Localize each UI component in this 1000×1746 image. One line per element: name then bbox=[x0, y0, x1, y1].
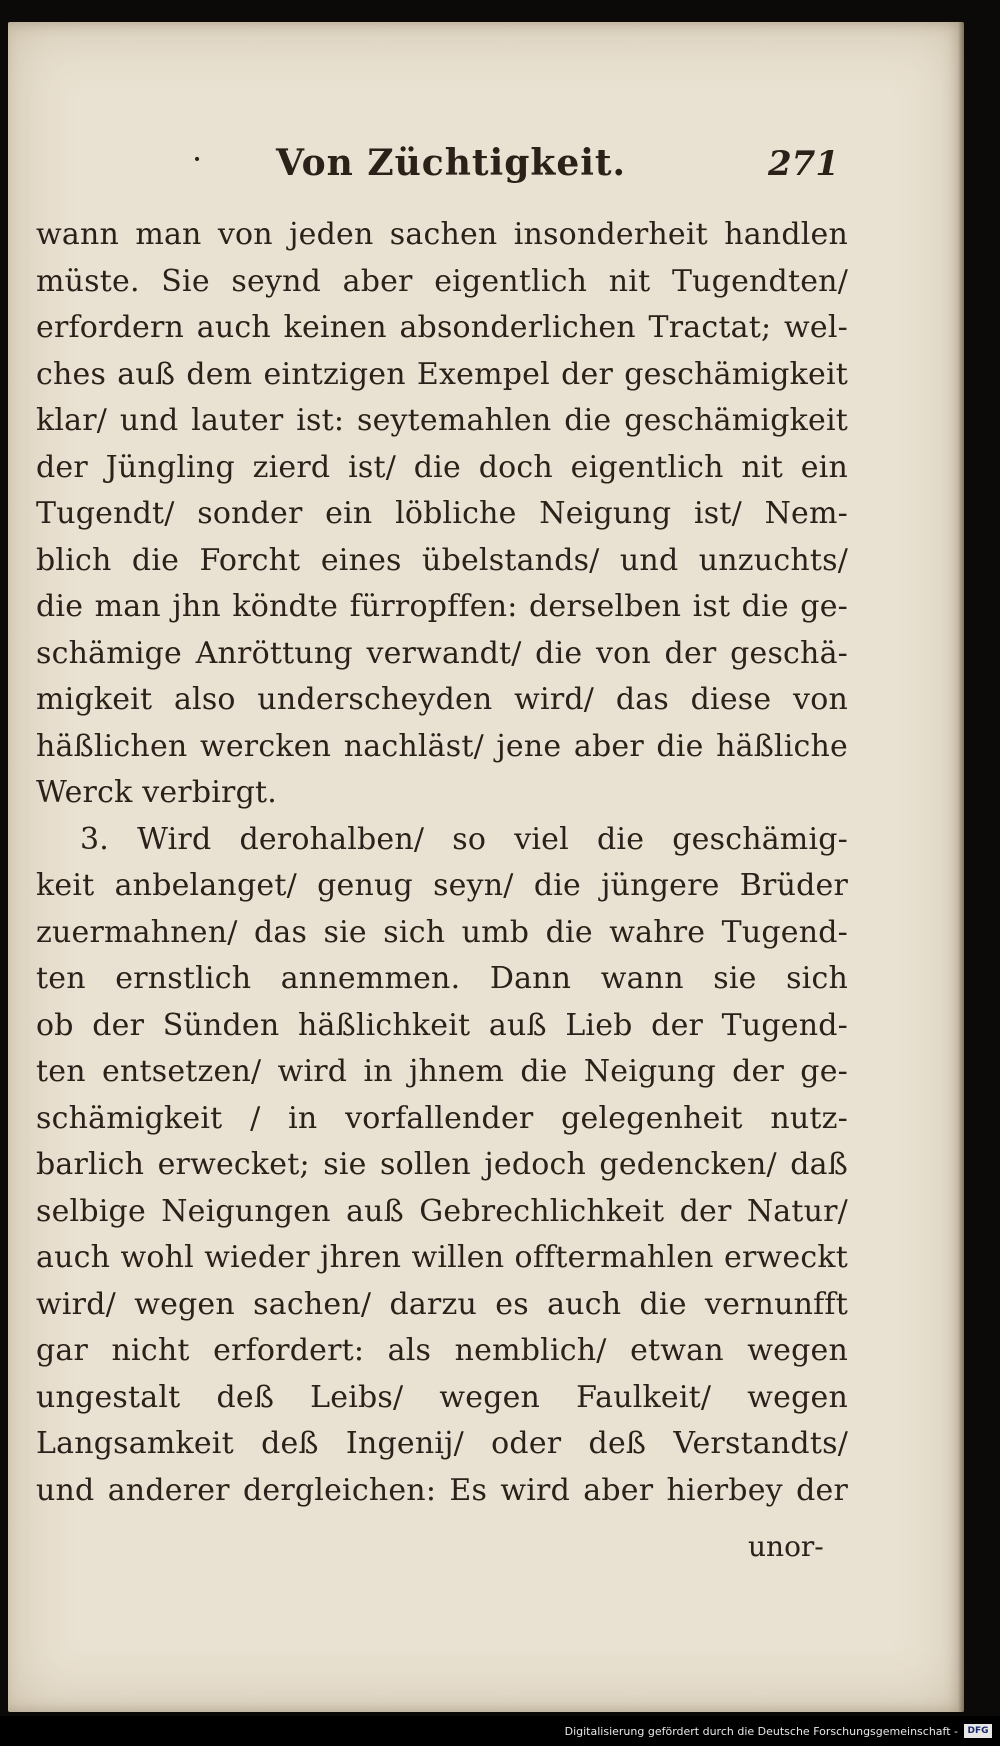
text-line: Tugendt/ sonder ein löbliche Neigung ist/ Nem- bbox=[36, 496, 848, 531]
dfg-logo: DFG bbox=[964, 1724, 992, 1738]
paragraph-end-line: Werck verbirgt. bbox=[36, 775, 277, 810]
header-ornament: · bbox=[192, 140, 203, 178]
text-line: selbige Neigungen auß Gebrechlichkeit der Natur/ bbox=[36, 1193, 848, 1229]
text-line: Langsamkeit deß Ingenij/ oder deß Verstandts/ bbox=[36, 1426, 848, 1461]
page-edge-shadow bbox=[958, 22, 964, 1712]
text-line: klar/ und lauter ist: seytemahlen die geschämigkeit bbox=[36, 403, 848, 438]
text-line: und anderer dergleichen: Es wird aber hierbey der bbox=[36, 1472, 848, 1508]
text-line: schämige Anröttung verwandt/ die von der geschä- bbox=[36, 635, 848, 671]
text-line: wird/ wegen sachen/ darzu es auch die vernunfft bbox=[36, 1286, 848, 1322]
text-line: müste. Sie seynd aber eigentlich nit Tugendten/ bbox=[36, 263, 848, 299]
text-line: ob der Sünden häßlichkeit auß Lieb der Tugend- bbox=[36, 1007, 848, 1043]
body-text bbox=[36, 212, 848, 1514]
text-line: ten ernstlich annemmen. Dann wann sie sich bbox=[36, 961, 848, 996]
text-line: ten entsetzen/ wird in jhnem die Neigung der ge- bbox=[36, 1054, 848, 1089]
text-line: ungestalt deß Leibs/ wegen Faulkeit/ wegen bbox=[36, 1379, 848, 1415]
running-title: Von Züchtigkeit. bbox=[276, 142, 627, 184]
text-line: migkeit also underscheyden wird/ das diese von bbox=[36, 682, 848, 717]
page-number: 271 bbox=[768, 144, 839, 184]
running-header bbox=[168, 140, 868, 190]
paragraph-start-line: 3. Wird derohalben/ so viel die geschämig- bbox=[80, 821, 848, 857]
text-line: der Jüngling zierd ist/ die doch eigentlich nit ein bbox=[36, 449, 848, 485]
text-line: gar nicht erfordert: als nemblich/ etwan wegen bbox=[36, 1333, 848, 1368]
text-line: blich die Forcht eines übelstands/ und unzuchts/ bbox=[36, 542, 848, 578]
text-line: die man jhn köndte fürropffen: derselben ist die ge- bbox=[36, 589, 848, 624]
text-line: erfordern auch keinen absonderlichen Tractat; wel- bbox=[36, 310, 848, 345]
text-line: barlich erwecket; sie sollen jedoch gedencken/ daß bbox=[36, 1147, 848, 1182]
funding-credit: Digitalisierung gefördert durch die Deutsche Forschungsgemeinschaft - bbox=[564, 1725, 958, 1738]
book-page bbox=[8, 22, 964, 1712]
text-line: häßlichen wercken nachläst/ jene aber die häßliche bbox=[36, 728, 848, 764]
text-line: wann man von jeden sachen insonderheit handlen bbox=[36, 217, 848, 252]
catchword: unor- bbox=[748, 1530, 824, 1563]
digitization-footer bbox=[0, 1716, 1000, 1746]
text-line: ches auß dem eintzigen Exempel der geschämigkeit bbox=[36, 356, 848, 392]
text-line: keit anbelanget/ genug seyn/ die jüngere Brüder bbox=[36, 868, 848, 903]
text-line: auch wohl wieder jhren willen offtermahlen erweckt bbox=[36, 1240, 848, 1275]
text-line: schämigkeit / in vorfallender gelegenheit nutz- bbox=[36, 1100, 848, 1136]
text-line: zuermahnen/ das sie sich umb die wahre Tugend- bbox=[36, 914, 848, 950]
